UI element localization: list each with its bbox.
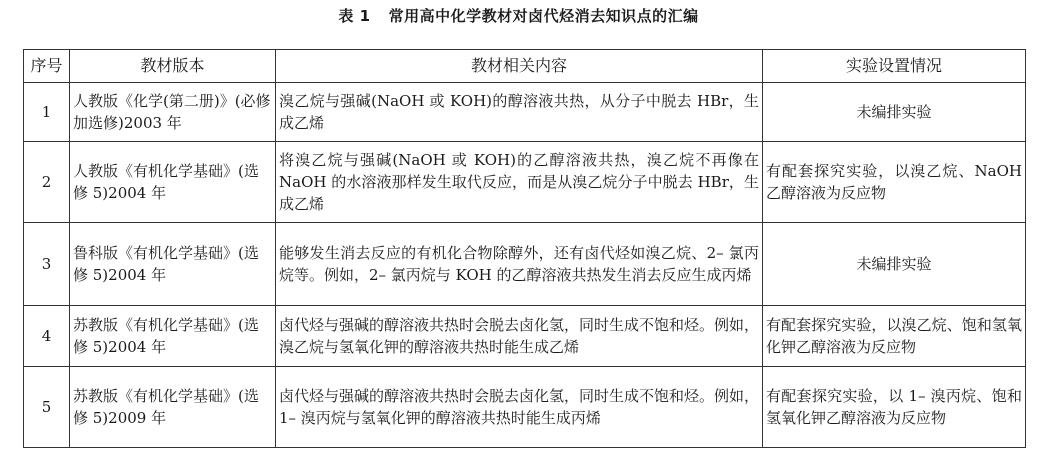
cell-edition: 苏教版《有机化学基础》(选修 5)2004 年 <box>70 306 276 367</box>
table-caption <box>0 0 1037 30</box>
table-row <box>24 223 1026 306</box>
table-row <box>24 306 1026 367</box>
cell-experiment: 有配套探究实验，以 1– 溴丙烷、饱和氢氧化钾乙醇溶液为反应物 <box>763 367 1026 448</box>
cell-edition: 苏教版《有机化学基础》(选修 5)2009 年 <box>70 367 276 448</box>
cell-experiment: 有配套探究实验，以溴乙烷、NaOH 乙醇溶液为反应物 <box>763 142 1026 223</box>
table-row <box>24 367 1026 448</box>
header-experiment: 实验设置情况 <box>763 50 1026 83</box>
header-content: 教材相关内容 <box>276 50 763 83</box>
cell-index: 2 <box>24 142 70 223</box>
table-number: 表 1 <box>338 7 371 25</box>
header-index: 序号 <box>24 50 70 83</box>
textbook-comparison-table <box>23 49 1026 448</box>
header-row <box>24 50 1026 83</box>
cell-edition: 人教版《化学(第二册)》(必修加选修)2003 年 <box>70 83 276 142</box>
cell-index: 5 <box>24 367 70 448</box>
cell-content: 卤代烃与强碱的醇溶液共热时会脱去卤化氢，同时生成不饱和烃。例如，溴乙烷与氢氧化钾的醇溶液共热时能生成乙烯 <box>276 306 763 367</box>
header-edition: 教材版本 <box>70 50 276 83</box>
cell-content: 能够发生消去反应的有机化合物除醇外，还有卤代烃如溴乙烷、2– 氯丙烷等。例如，2– 氯丙烷与 KOH 的乙醇溶液共热发生消去反应生成丙烯 <box>276 223 763 306</box>
cell-experiment: 未编排实验 <box>763 223 1026 306</box>
table-title: 常用高中化学教材对卤代烃消去知识点的汇编 <box>388 7 699 25</box>
cell-content: 卤代烃与强碱的醇溶液共热时会脱去卤化氢，同时生成不饱和烃。例如，1– 溴丙烷与氢氧化钾的醇溶液共热时能生成丙烯 <box>276 367 763 448</box>
cell-content: 溴乙烷与强碱(NaOH 或 KOH)的醇溶液共热，从分子中脱去 HBr，生成乙烯 <box>276 83 763 142</box>
table-row <box>24 142 1026 223</box>
cell-edition: 鲁科版《有机化学基础》(选修 5)2004 年 <box>70 223 276 306</box>
table-row <box>24 83 1026 142</box>
cell-edition: 人教版《有机化学基础》(选修 5)2004 年 <box>70 142 276 223</box>
cell-index: 3 <box>24 223 70 306</box>
cell-index: 1 <box>24 83 70 142</box>
cell-content: 将溴乙烷与强碱(NaOH 或 KOH)的乙醇溶液共热，溴乙烷不再像在 NaOH 的水溶液那样发生取代反应，而是从溴乙烷分子中脱去 HBr，生成乙烯 <box>276 142 763 223</box>
cell-experiment: 有配套探究实验，以溴乙烷、饱和氢氧化钾乙醇溶液为反应物 <box>763 306 1026 367</box>
cell-experiment: 未编排实验 <box>763 83 1026 142</box>
cell-index: 4 <box>24 306 70 367</box>
